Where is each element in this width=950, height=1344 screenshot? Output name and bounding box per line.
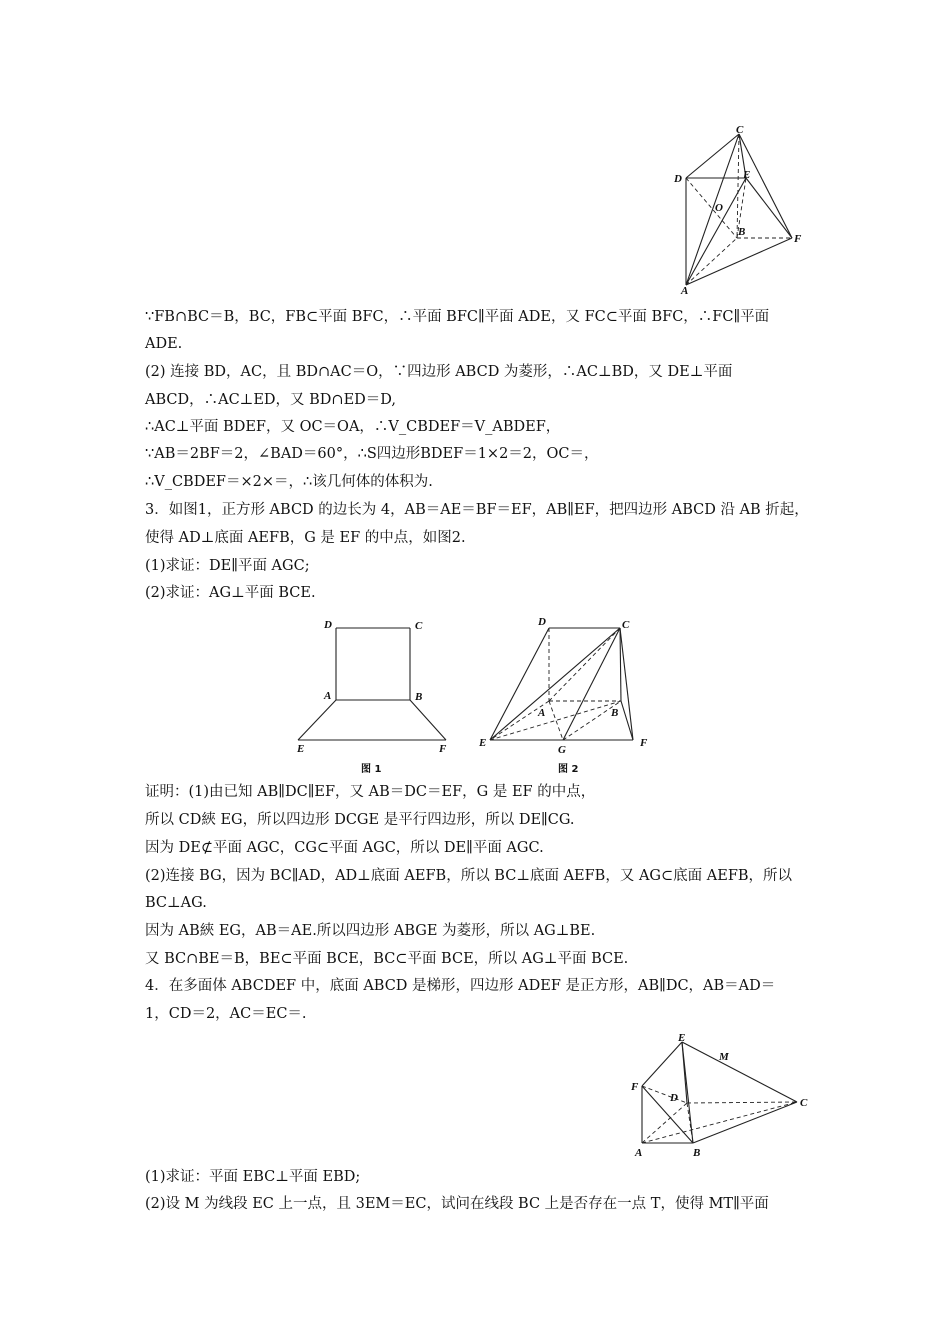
proof-line: 因为 AB綊 EG，AB＝AE.所以四边形 ABGE 为菱形，所以 AG⊥BE.	[145, 923, 596, 939]
label-C: C	[622, 619, 630, 631]
label-O: O	[715, 202, 723, 214]
label-B: B	[611, 707, 619, 719]
label-B: B	[738, 226, 746, 238]
text-line: ∴AC⊥平面 BDEF，又 OC＝OA，∴V_CBDEF＝V_ABDEF，	[145, 419, 561, 435]
label-M: M	[719, 1051, 729, 1063]
label-C: C	[736, 124, 744, 136]
text-line: ∴V_CBDEF＝×2×＝，∴该几何体的体积为.	[145, 474, 433, 490]
label-D: D	[324, 619, 332, 631]
label-A: A	[635, 1147, 643, 1159]
figure-2	[470, 612, 665, 778]
problem-4-part1: (1)求证：平面 EBC⊥平面 EBD;	[145, 1169, 361, 1185]
problem-4-text: 4．在多面体 ABCDEF 中，底面 ABCD 是梯形，四边形 ADEF 是正方形，AB∥DC，AB＝AD＝	[145, 978, 776, 994]
proof-line: 又 BC∩BE＝B，BE⊂平面 BCE，BC⊂平面 BCE，所以 AG⊥平面 BCE.	[145, 951, 629, 967]
label-E: E	[743, 169, 751, 181]
label-B: B	[415, 691, 423, 703]
problem-4-text: 1，CD＝2，AC＝EC＝.	[145, 1006, 307, 1022]
proof-line: 因为 DE⊄平面 AGC，CG⊂平面 AGC，所以 DE∥平面 AGC.	[145, 840, 544, 856]
figure-problem-4	[625, 1030, 815, 1162]
problem-3-part2: (2)求证：AG⊥平面 BCE.	[145, 585, 316, 601]
proof-line: 证明：(1)由已知 AB∥DC∥EF，又 AB＝DC＝EF，G 是 EF 的中点，	[145, 784, 596, 800]
label-E: E	[678, 1032, 686, 1044]
label-A: A	[538, 707, 546, 719]
text-line: ∵AB＝2BF＝2，∠BAD＝60°，∴S四边形BDEF＝1×2＝2，OC＝，	[145, 446, 599, 462]
label-F: F	[794, 233, 802, 245]
label-E: E	[479, 737, 487, 749]
figure-1-caption: 图 1	[361, 764, 382, 775]
label-F: F	[439, 743, 447, 755]
label-E: E	[297, 743, 305, 755]
label-F: F	[640, 737, 648, 749]
proof-line: (2)连接 BG，因为 BC∥AD，AD⊥底面 AEFB，所以 BC⊥底面 AEFB，又 AG⊂底面 AEFB，所以	[145, 868, 793, 884]
text-line: ∵FB∩BC＝B，BC，FB⊂平面 BFC，∴平面 BFC∥平面 ADE，又 FC⊂平面 BFC，∴FC∥平面	[145, 309, 770, 325]
label-G: G	[558, 744, 566, 756]
label-D: D	[674, 173, 682, 185]
proof-line: BC⊥AG.	[145, 895, 207, 911]
text-line: ADE.	[145, 336, 183, 352]
label-C: C	[800, 1097, 808, 1109]
figure-polyhedron-top	[665, 122, 815, 294]
proof-line: 所以 CD綊 EG，所以四边形 DCGE 是平行四边形，所以 DE∥CG.	[145, 812, 575, 828]
text-line: ABCD，∴AC⊥ED，又 BD∩ED＝D,	[145, 392, 396, 408]
label-F: F	[631, 1081, 639, 1093]
label-A: A	[681, 285, 689, 294]
problem-3-text: 3．如图1，正方形 ABCD 的边长为 4，AB＝AE＝BF＝EF，AB∥EF，把四边形 ABCD 沿 AB 折起，	[145, 502, 809, 518]
problem-4-part2: (2)设 M 为线段 EC 上一点，且 3EM＝EC，试问在线段 BC 上是否存在一点 T，使得 MT∥平面	[145, 1196, 769, 1212]
figure-2-caption: 图 2	[558, 764, 579, 775]
label-D: D	[670, 1092, 678, 1104]
figure-1	[288, 612, 463, 778]
label-A: A	[324, 690, 332, 702]
label-D: D	[538, 616, 546, 628]
problem-3-text: 使得 AD⊥底面 AEFB，G 是 EF 的中点，如图2.	[145, 530, 466, 546]
label-C: C	[415, 620, 423, 632]
problem-3-part1: (1)求证：DE∥平面 AGC;	[145, 558, 310, 574]
text-line: (2) 连接 BD，AC，且 BD∩AC＝O，∵四边形 ABCD 为菱形，∴AC⊥BD，又 DE⊥平面	[145, 364, 733, 380]
label-B: B	[693, 1147, 701, 1159]
